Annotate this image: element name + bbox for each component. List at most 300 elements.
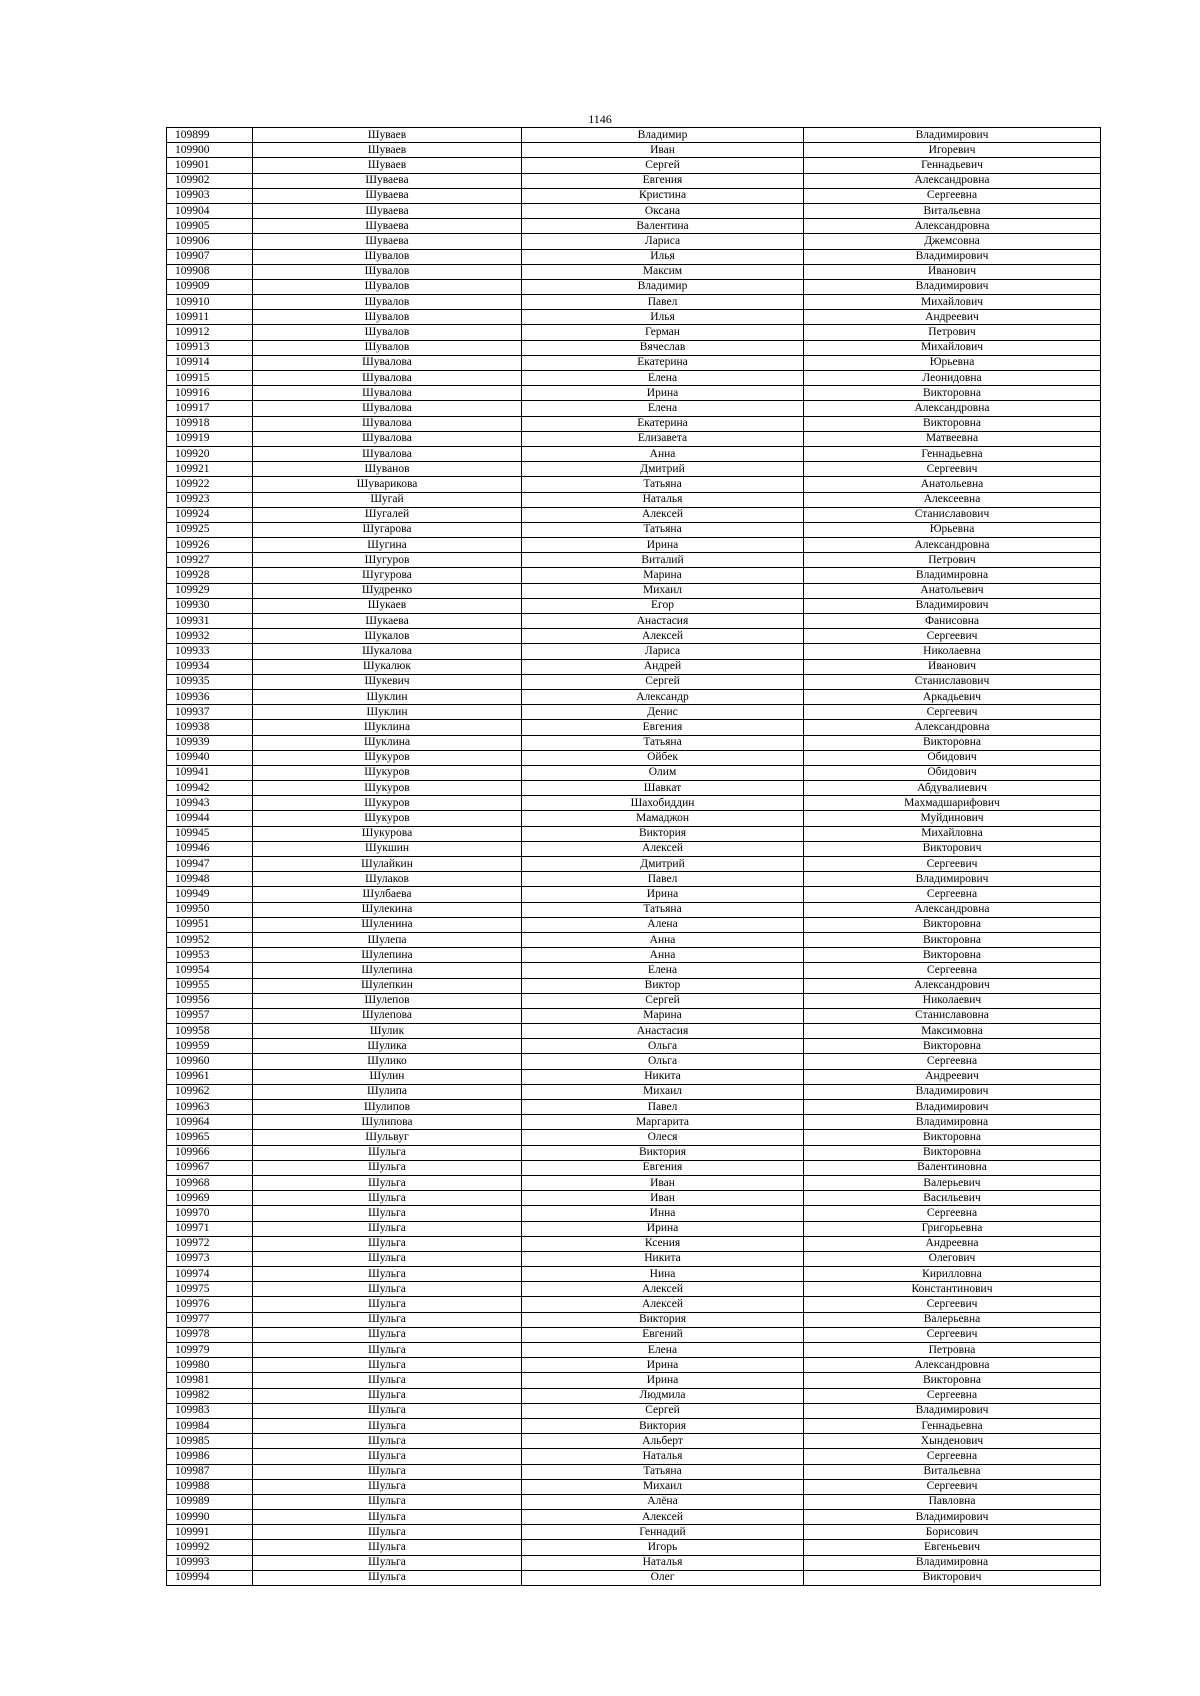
table-row <box>167 1145 1101 1160</box>
patronymic-cell: Витальевна <box>804 1464 1101 1479</box>
record-id-cell: 109944 <box>167 811 253 826</box>
table-row <box>167 917 1101 932</box>
table-row <box>167 568 1101 583</box>
patronymic-cell: Сергеевич <box>804 857 1101 872</box>
record-id-cell: 109905 <box>167 219 253 234</box>
first-name-cell: Наталья <box>522 1449 804 1464</box>
surname-cell: Шуваева <box>253 188 522 203</box>
table-row <box>167 1525 1101 1540</box>
patronymic-cell: Аркадьевич <box>804 689 1101 704</box>
record-id-cell: 109906 <box>167 234 253 249</box>
table-row <box>167 325 1101 340</box>
patronymic-cell: Владимирович <box>804 1403 1101 1418</box>
first-name-cell: Ирина <box>522 1373 804 1388</box>
surname-cell: Шуваев <box>253 143 522 158</box>
patronymic-cell: Обидович <box>804 750 1101 765</box>
table-row <box>167 614 1101 629</box>
surname-cell: Шульга <box>253 1312 522 1327</box>
surname-cell: Шульга <box>253 1145 522 1160</box>
first-name-cell: Максим <box>522 264 804 279</box>
record-id-cell: 109912 <box>167 325 253 340</box>
first-name-cell: Оксана <box>522 203 804 218</box>
patronymic-cell: Геннадьевна <box>804 446 1101 461</box>
surname-cell: Шулико <box>253 1054 522 1069</box>
record-id-cell: 109929 <box>167 583 253 598</box>
patronymic-cell: Александровна <box>804 902 1101 917</box>
first-name-cell: Виктория <box>522 1145 804 1160</box>
surname-cell: Шулин <box>253 1069 522 1084</box>
patronymic-cell: Викторовна <box>804 735 1101 750</box>
patronymic-cell: Сергеевна <box>804 1206 1101 1221</box>
table-row <box>167 507 1101 522</box>
table-row <box>167 1555 1101 1570</box>
table-row <box>167 948 1101 963</box>
table-row <box>167 295 1101 310</box>
surname-cell: Шугарова <box>253 522 522 537</box>
table-row <box>167 264 1101 279</box>
patronymic-cell: Александровна <box>804 401 1101 416</box>
surname-cell: Шульга <box>253 1418 522 1433</box>
surname-cell: Шульга <box>253 1540 522 1555</box>
record-id-cell: 109977 <box>167 1312 253 1327</box>
first-name-cell: Алексей <box>522 507 804 522</box>
surname-cell: Шульга <box>253 1175 522 1190</box>
first-name-cell: Шахобиддин <box>522 796 804 811</box>
first-name-cell: Елена <box>522 963 804 978</box>
first-name-cell: Алексей <box>522 629 804 644</box>
surname-cell: Шудренко <box>253 583 522 598</box>
first-name-cell: Павел <box>522 1100 804 1115</box>
patronymic-cell: Муйдинович <box>804 811 1101 826</box>
patronymic-cell: Анатольевич <box>804 583 1101 598</box>
table-row <box>167 340 1101 355</box>
record-id-cell: 109942 <box>167 781 253 796</box>
first-name-cell: Евгения <box>522 720 804 735</box>
surname-cell: Шугуров <box>253 553 522 568</box>
first-name-cell: Людмила <box>522 1388 804 1403</box>
record-id-cell: 109928 <box>167 568 253 583</box>
surname-cell: Шульга <box>253 1510 522 1525</box>
first-name-cell: Дмитрий <box>522 462 804 477</box>
table-row <box>167 826 1101 841</box>
record-id-cell: 109918 <box>167 416 253 431</box>
record-id-cell: 109949 <box>167 887 253 902</box>
table-row <box>167 1403 1101 1418</box>
record-id-cell: 109993 <box>167 1555 253 1570</box>
record-id-cell: 109914 <box>167 355 253 370</box>
record-id-cell: 109945 <box>167 826 253 841</box>
record-id-cell: 109994 <box>167 1570 253 1585</box>
first-name-cell: Анна <box>522 948 804 963</box>
table-row <box>167 735 1101 750</box>
record-id-cell: 109967 <box>167 1160 253 1175</box>
table-row <box>167 902 1101 917</box>
surname-cell: Шулайкин <box>253 857 522 872</box>
surname-cell: Шуклин <box>253 689 522 704</box>
patronymic-cell: Петрович <box>804 553 1101 568</box>
record-id-cell: 109962 <box>167 1084 253 1099</box>
table-row <box>167 1024 1101 1039</box>
first-name-cell: Валентина <box>522 219 804 234</box>
record-id-cell: 109957 <box>167 1008 253 1023</box>
surname-cell: Шульга <box>253 1343 522 1358</box>
surname-cell: Шукшин <box>253 841 522 856</box>
surname-cell: Шугалей <box>253 507 522 522</box>
patronymic-cell: Владимирович <box>804 279 1101 294</box>
surname-cell: Шулепов <box>253 993 522 1008</box>
patronymic-cell: Сергеевна <box>804 887 1101 902</box>
surname-cell: Шулипов <box>253 1100 522 1115</box>
first-name-cell: Ольга <box>522 1054 804 1069</box>
table-row <box>167 188 1101 203</box>
table-row <box>167 1191 1101 1206</box>
patronymic-cell: Викторовна <box>804 948 1101 963</box>
table-row <box>167 355 1101 370</box>
surname-cell: Шукалюк <box>253 659 522 674</box>
record-id-cell: 109991 <box>167 1525 253 1540</box>
surname-cell: Шульга <box>253 1525 522 1540</box>
table-row <box>167 1358 1101 1373</box>
record-id-cell: 109924 <box>167 507 253 522</box>
record-id-cell: 109970 <box>167 1206 253 1221</box>
first-name-cell: Игорь <box>522 1540 804 1555</box>
patronymic-cell: Сергеевна <box>804 188 1101 203</box>
surname-cell: Шукевич <box>253 674 522 689</box>
surname-cell: Шульга <box>253 1388 522 1403</box>
surname-cell: Шукуров <box>253 811 522 826</box>
patronymic-cell: Станиславович <box>804 507 1101 522</box>
surname-cell: Шулекина <box>253 902 522 917</box>
patronymic-cell: Владимирович <box>804 249 1101 264</box>
table-row <box>167 841 1101 856</box>
table-row <box>167 857 1101 872</box>
record-id-cell: 109900 <box>167 143 253 158</box>
first-name-cell: Михаил <box>522 583 804 598</box>
record-id-cell: 109916 <box>167 386 253 401</box>
record-id-cell: 109911 <box>167 310 253 325</box>
table-row <box>167 1251 1101 1266</box>
patronymic-cell: Владимирович <box>804 872 1101 887</box>
patronymic-cell: Сергеевна <box>804 963 1101 978</box>
record-id-cell: 109979 <box>167 1343 253 1358</box>
patronymic-cell: Леонидовна <box>804 371 1101 386</box>
record-id-cell: 109915 <box>167 371 253 386</box>
patronymic-cell: Викторовна <box>804 386 1101 401</box>
surname-cell: Шульга <box>253 1403 522 1418</box>
first-name-cell: Александр <box>522 689 804 704</box>
first-name-cell: Наталья <box>522 1555 804 1570</box>
first-name-cell: Иван <box>522 1191 804 1206</box>
table-row <box>167 1008 1101 1023</box>
table-row <box>167 1039 1101 1054</box>
table-row <box>167 1084 1101 1099</box>
table-row <box>167 143 1101 158</box>
table-row <box>167 416 1101 431</box>
surname-cell: Шуклина <box>253 735 522 750</box>
record-id-cell: 109972 <box>167 1236 253 1251</box>
patronymic-cell: Владимирович <box>804 128 1101 143</box>
record-id-cell: 109935 <box>167 674 253 689</box>
record-id-cell: 109946 <box>167 841 253 856</box>
surname-cell: Шувалов <box>253 279 522 294</box>
patronymic-cell: Станиславовна <box>804 1008 1101 1023</box>
surname-cell: Шульга <box>253 1282 522 1297</box>
first-name-cell: Елена <box>522 371 804 386</box>
patronymic-cell: Михайлович <box>804 340 1101 355</box>
record-id-cell: 109909 <box>167 279 253 294</box>
surname-cell: Шукуров <box>253 750 522 765</box>
surname-cell: Шукурова <box>253 826 522 841</box>
record-id-cell: 109903 <box>167 188 253 203</box>
table-row <box>167 1297 1101 1312</box>
record-id-cell: 109961 <box>167 1069 253 1084</box>
surname-cell: Шулепина <box>253 948 522 963</box>
surname-cell: Шуваев <box>253 158 522 173</box>
first-name-cell: Сергей <box>522 1403 804 1418</box>
table-row <box>167 158 1101 173</box>
first-name-cell: Алексей <box>522 1510 804 1525</box>
first-name-cell: Михаил <box>522 1084 804 1099</box>
record-id-cell: 109969 <box>167 1191 253 1206</box>
table-row <box>167 1054 1101 1069</box>
patronymic-cell: Михайлович <box>804 295 1101 310</box>
table-row <box>167 1464 1101 1479</box>
table-row <box>167 279 1101 294</box>
table-row <box>167 1388 1101 1403</box>
patronymic-cell: Александровна <box>804 720 1101 735</box>
table-row <box>167 796 1101 811</box>
patronymic-cell: Джемсовна <box>804 234 1101 249</box>
table-row <box>167 1206 1101 1221</box>
surname-cell: Шулбаева <box>253 887 522 902</box>
patronymic-cell: Юрьевна <box>804 355 1101 370</box>
surname-cell: Шуклин <box>253 705 522 720</box>
record-id-cell: 109934 <box>167 659 253 674</box>
table-row <box>167 1540 1101 1555</box>
record-id-cell: 109990 <box>167 1510 253 1525</box>
table-row <box>167 1510 1101 1525</box>
record-id-cell: 109978 <box>167 1327 253 1342</box>
first-name-cell: Татьяна <box>522 735 804 750</box>
surname-cell: Шуленина <box>253 917 522 932</box>
record-id-cell: 109974 <box>167 1267 253 1282</box>
record-id-cell: 109964 <box>167 1115 253 1130</box>
surname-cell: Шувалов <box>253 340 522 355</box>
surname-cell: Шулаков <box>253 872 522 887</box>
record-id-cell: 109966 <box>167 1145 253 1160</box>
table-row <box>167 659 1101 674</box>
record-id-cell: 109985 <box>167 1434 253 1449</box>
table-row <box>167 750 1101 765</box>
record-id-cell: 109987 <box>167 1464 253 1479</box>
first-name-cell: Марина <box>522 568 804 583</box>
record-id-cell: 109959 <box>167 1039 253 1054</box>
record-id-cell: 109930 <box>167 598 253 613</box>
first-name-cell: Инна <box>522 1206 804 1221</box>
record-id-cell: 109936 <box>167 689 253 704</box>
first-name-cell: Павел <box>522 872 804 887</box>
table-row <box>167 1236 1101 1251</box>
table-row <box>167 781 1101 796</box>
first-name-cell: Сергей <box>522 674 804 689</box>
table-row <box>167 522 1101 537</box>
first-name-cell: Татьяна <box>522 477 804 492</box>
table-row <box>167 1282 1101 1297</box>
patronymic-cell: Петровна <box>804 1343 1101 1358</box>
surname-cell: Шульга <box>253 1236 522 1251</box>
first-name-cell: Ойбек <box>522 750 804 765</box>
first-name-cell: Ксения <box>522 1236 804 1251</box>
surname-cell: Шукуров <box>253 781 522 796</box>
table-row <box>167 249 1101 264</box>
first-name-cell: Илья <box>522 310 804 325</box>
table-row <box>167 689 1101 704</box>
first-name-cell: Кристина <box>522 188 804 203</box>
first-name-cell: Татьяна <box>522 902 804 917</box>
surname-cell: Шульга <box>253 1160 522 1175</box>
record-id-cell: 109963 <box>167 1100 253 1115</box>
first-name-cell: Герман <box>522 325 804 340</box>
first-name-cell: Павел <box>522 295 804 310</box>
record-id-cell: 109920 <box>167 446 253 461</box>
first-name-cell: Геннадий <box>522 1525 804 1540</box>
patronymic-cell: Сергеевич <box>804 1479 1101 1494</box>
surname-cell: Шульга <box>253 1267 522 1282</box>
patronymic-cell: Кирилловна <box>804 1267 1101 1282</box>
surname-cell: Шувалова <box>253 355 522 370</box>
surname-cell: Шулепова <box>253 1008 522 1023</box>
first-name-cell: Анна <box>522 446 804 461</box>
patronymic-cell: Викторович <box>804 1570 1101 1585</box>
surname-cell: Шукаева <box>253 614 522 629</box>
table-row <box>167 431 1101 446</box>
patronymic-cell: Игоревич <box>804 143 1101 158</box>
patronymic-cell: Абдувалиевич <box>804 781 1101 796</box>
patronymic-cell: Петрович <box>804 325 1101 340</box>
patronymic-cell: Сергеевич <box>804 1327 1101 1342</box>
patronymic-cell: Геннадьевич <box>804 158 1101 173</box>
patronymic-cell: Андреевна <box>804 1236 1101 1251</box>
record-id-cell: 109908 <box>167 264 253 279</box>
table-row <box>167 553 1101 568</box>
surname-cell: Шугина <box>253 538 522 553</box>
record-id-cell: 109992 <box>167 1540 253 1555</box>
table-row <box>167 963 1101 978</box>
surname-cell: Шукуров <box>253 765 522 780</box>
record-id-cell: 109937 <box>167 705 253 720</box>
first-name-cell: Алёна <box>522 1494 804 1509</box>
record-id-cell: 109933 <box>167 644 253 659</box>
table-row <box>167 583 1101 598</box>
surname-cell: Шуварикова <box>253 477 522 492</box>
first-name-cell: Елена <box>522 401 804 416</box>
patronymic-cell: Александрович <box>804 978 1101 993</box>
record-id-cell: 109953 <box>167 948 253 963</box>
patronymic-cell: Викторовна <box>804 416 1101 431</box>
record-id-cell: 109943 <box>167 796 253 811</box>
surname-cell: Шувалова <box>253 386 522 401</box>
table-row <box>167 173 1101 188</box>
first-name-cell: Денис <box>522 705 804 720</box>
surname-cell: Шулика <box>253 1039 522 1054</box>
table-row <box>167 705 1101 720</box>
first-name-cell: Иван <box>522 1175 804 1190</box>
first-name-cell: Ирина <box>522 386 804 401</box>
table-row <box>167 978 1101 993</box>
first-name-cell: Анна <box>522 932 804 947</box>
patronymic-cell: Николаевич <box>804 993 1101 1008</box>
patronymic-cell: Павловна <box>804 1494 1101 1509</box>
record-id-cell: 109982 <box>167 1388 253 1403</box>
first-name-cell: Елизавета <box>522 431 804 446</box>
first-name-cell: Нина <box>522 1267 804 1282</box>
first-name-cell: Дмитрий <box>522 857 804 872</box>
record-id-cell: 109983 <box>167 1403 253 1418</box>
first-name-cell: Сергей <box>522 158 804 173</box>
first-name-cell: Виталий <box>522 553 804 568</box>
first-name-cell: Ирина <box>522 1221 804 1236</box>
patronymic-cell: Александровна <box>804 173 1101 188</box>
table-row <box>167 872 1101 887</box>
surname-cell: Шулепа <box>253 932 522 947</box>
patronymic-cell: Станиславович <box>804 674 1101 689</box>
patronymic-cell: Иванович <box>804 264 1101 279</box>
first-name-cell: Никита <box>522 1251 804 1266</box>
patronymic-cell: Константинович <box>804 1282 1101 1297</box>
patronymic-cell: Хынденович <box>804 1434 1101 1449</box>
first-name-cell: Татьяна <box>522 1464 804 1479</box>
surname-cell: Шугурова <box>253 568 522 583</box>
surname-cell: Шульга <box>253 1555 522 1570</box>
table-row <box>167 993 1101 1008</box>
record-id-cell: 109922 <box>167 477 253 492</box>
record-id-cell: 109948 <box>167 872 253 887</box>
table-row <box>167 811 1101 826</box>
record-id-cell: 109907 <box>167 249 253 264</box>
table-row <box>167 462 1101 477</box>
patronymic-cell: Валентиновна <box>804 1160 1101 1175</box>
record-id-cell: 109986 <box>167 1449 253 1464</box>
first-name-cell: Наталья <box>522 492 804 507</box>
table-row <box>167 598 1101 613</box>
record-id-cell: 109932 <box>167 629 253 644</box>
record-id-cell: 109925 <box>167 522 253 537</box>
patronymic-cell: Сергеевич <box>804 1297 1101 1312</box>
patronymic-cell: Владимирович <box>804 1100 1101 1115</box>
patronymic-cell: Викторовна <box>804 1145 1101 1160</box>
surname-cell: Шукуров <box>253 796 522 811</box>
surname-cell: Шульга <box>253 1206 522 1221</box>
record-id-cell: 109956 <box>167 993 253 1008</box>
surname-cell: Шукалова <box>253 644 522 659</box>
surname-cell: Шуклина <box>253 720 522 735</box>
record-id-cell: 109938 <box>167 720 253 735</box>
first-name-cell: Никита <box>522 1069 804 1084</box>
record-id-cell: 109927 <box>167 553 253 568</box>
patronymic-cell: Григорьевна <box>804 1221 1101 1236</box>
surname-cell: Шуванов <box>253 462 522 477</box>
first-name-cell: Виктория <box>522 826 804 841</box>
patronymic-cell: Викторовна <box>804 932 1101 947</box>
surname-cell: Шулипова <box>253 1115 522 1130</box>
table-row <box>167 887 1101 902</box>
patronymic-cell: Владимирович <box>804 1084 1101 1099</box>
patronymic-cell: Анатольевна <box>804 477 1101 492</box>
patronymic-cell: Сергеевич <box>804 705 1101 720</box>
first-name-cell: Олег <box>522 1570 804 1585</box>
surname-cell: Шулик <box>253 1024 522 1039</box>
record-id-cell: 109981 <box>167 1373 253 1388</box>
